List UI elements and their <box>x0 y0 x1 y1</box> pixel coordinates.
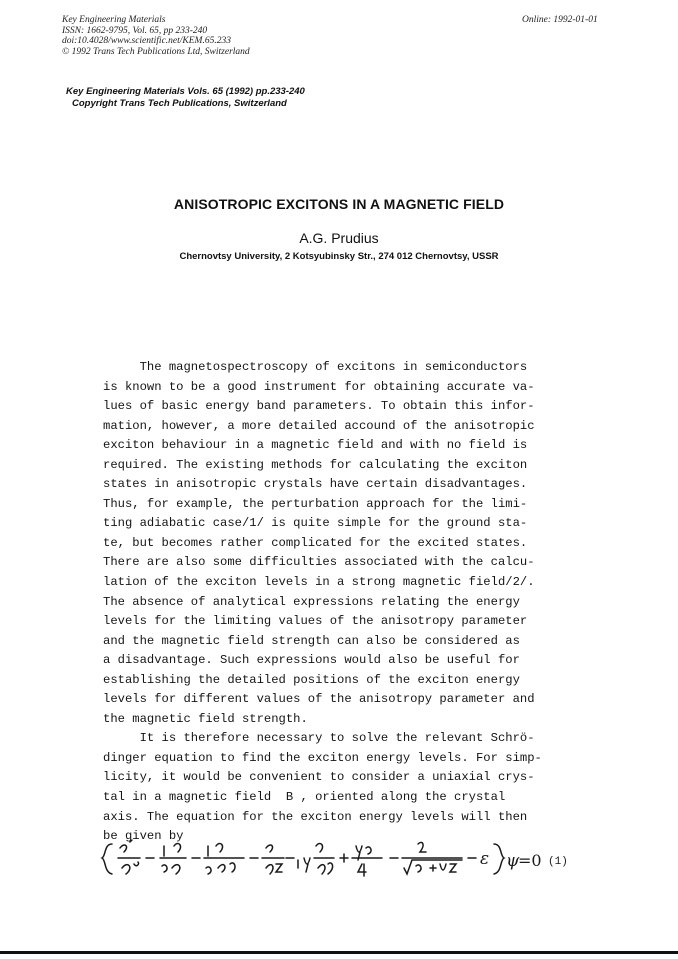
body-line: be given by <box>103 829 184 844</box>
article-author: A.G. Prudius <box>299 230 379 246</box>
bottom-rule <box>0 951 678 954</box>
body-line: te, but becomes rather complicated for the excited states. <box>103 535 528 550</box>
body-line: levels for the limiting values of the anisotropy parameter <box>103 614 528 629</box>
body-line: It is therefore necessary to solve the relevant Schrö- <box>103 731 535 746</box>
body-line: Thus, for example, the perturbation approach for the limi- <box>103 496 528 511</box>
equation-rhs: =0 <box>518 851 542 870</box>
journal-volume-line: Key Engineering Materials Vols. 65 (1992) pp.233-240 <box>66 86 305 97</box>
online-date: Online: 1992-01-01 <box>522 15 598 25</box>
body-line: ting adiabatic case/1/ is quite simple for the ground sta- <box>103 516 528 531</box>
body-line: tal in a magnetic field B , oriented along the crystal <box>103 790 506 805</box>
article-affiliation: Chernovtsy University, 2 Kotsyubinsky Str., 274 012 Chernovtsy, USSR <box>179 251 499 262</box>
metadata-line: ISSN: 1662-9795, Vol. 65, pp 233-240 <box>62 25 208 36</box>
journal-copyright-line: Copyright Trans Tech Publications, Switzerland <box>72 97 287 109</box>
body-line: There are also some difficulties associated with the calcu- <box>103 555 535 570</box>
body-line: licity, it would be convenient to consider a uniaxial crys- <box>103 770 535 785</box>
body-line: axis. The equation for the exciton energy levels will then <box>103 809 528 824</box>
body-line: the magnetic field strength. <box>103 711 308 726</box>
body-line: establishing the detailed positions of the exciton energy <box>103 672 520 687</box>
journal-header <box>66 86 305 109</box>
publication-metadata <box>62 15 250 57</box>
equation-psi: ψ <box>506 851 520 871</box>
body-line: The absence of analytical expressions relating the energy <box>103 594 520 609</box>
handwritten-equation <box>100 836 600 882</box>
body-line: lues of basic energy band parameters. To obtain this infor- <box>103 399 535 414</box>
equation-strokes <box>102 840 504 876</box>
body-line: required. The existing methods for calculating the exciton <box>103 457 528 472</box>
body-line: dinger equation to find the exciton energy levels. For simp- <box>103 750 542 765</box>
equation-number: (1) <box>548 856 568 868</box>
article-body <box>103 358 583 847</box>
equation-epsilon: ε <box>480 849 490 869</box>
body-line: levels for different values of the anisotropy parameter and <box>103 692 535 707</box>
body-line: The magnetospectroscopy of excitons in semiconductors <box>103 360 528 374</box>
article-title: ANISOTROPIC EXCITONS IN A MAGNETIC FIELD <box>173 196 505 212</box>
metadata-line: Key Engineering Materials <box>62 15 166 25</box>
metadata-line: © 1992 Trans Tech Publications Ltd, Switzerland <box>62 46 250 57</box>
body-line: and the magnetic field strength can also be considered as <box>103 633 520 648</box>
body-line: a disadvantage. Such expressions would also be useful for <box>103 653 520 668</box>
body-line: lation of the exciton levels in a strong magnetic field/2/. <box>103 575 535 590</box>
metadata-line: doi:10.4028/www.scientific.net/KEM.65.233 <box>62 36 231 46</box>
body-line: mation, however, a more detailed accound of the anisotropic <box>103 418 535 433</box>
body-line: is known to be a good instrument for obtaining accurate va- <box>103 379 535 394</box>
body-line: states in anisotropic crystals have certain disadvantages. <box>103 477 528 492</box>
body-line: exciton behaviour in a magnetic field and with no field is <box>103 438 528 453</box>
